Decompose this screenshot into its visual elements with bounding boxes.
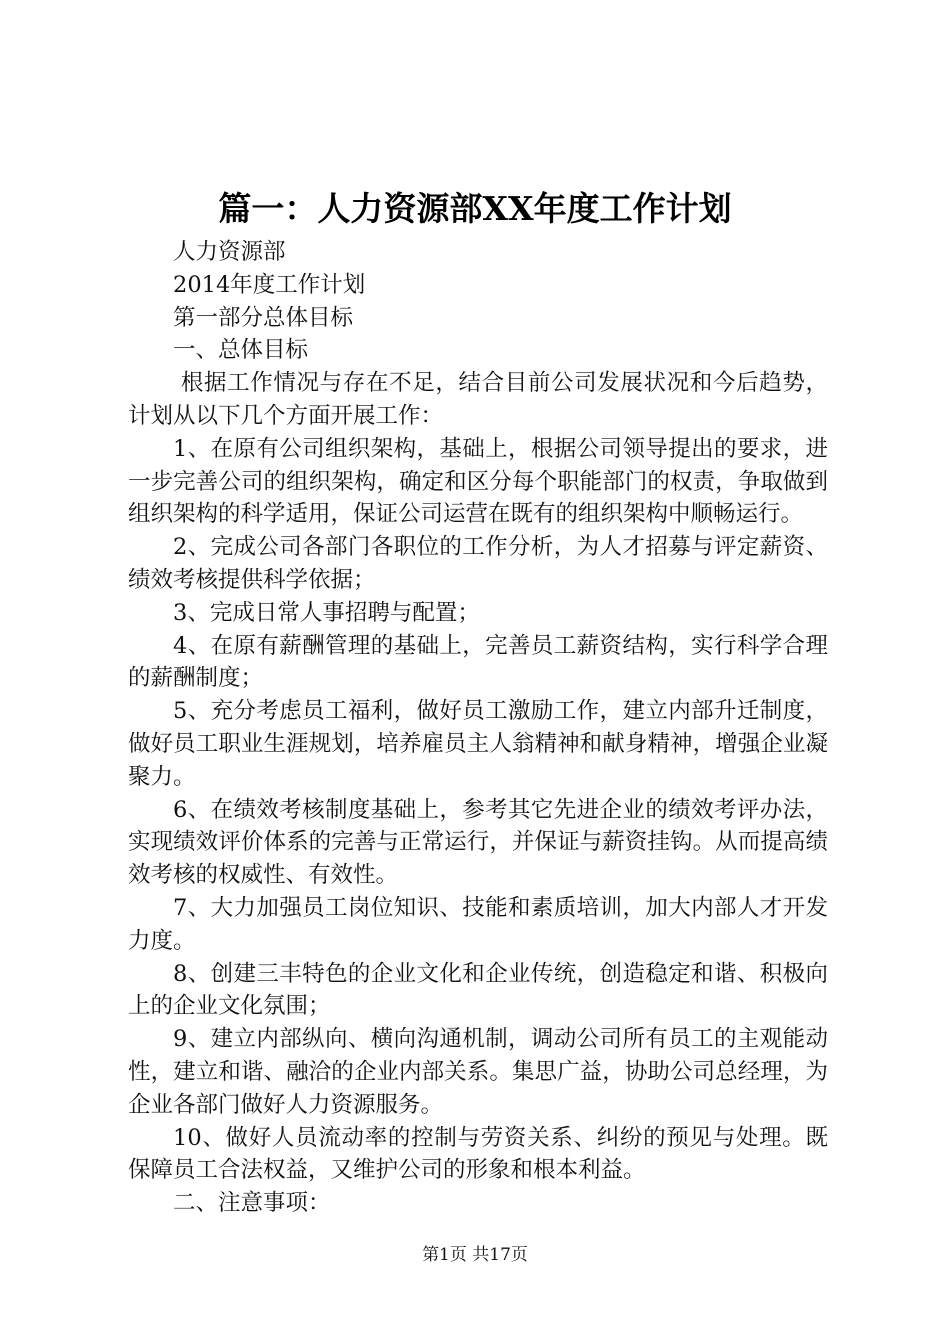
document-title: 篇一：人力资源部XX年度工作计划 <box>218 189 732 228</box>
paragraph-part-one-heading: 第一部分总体目标 <box>173 304 354 331</box>
paragraph-item-6: 6、在绩效考核制度基础上，参考其它先进企业的绩效考评办法，实现绩效评价体系的完善与正常运行，并保证与薪资挂钩。从而提高绩效考核的权威性、有效性。 <box>128 796 828 889</box>
document-body <box>128 236 828 1220</box>
paragraph-item-2: 2、完成公司各部门各职位的工作分析，为人才招募与评定薪资、绩效考核提供科学依据； <box>128 534 828 593</box>
paragraph-item-4: 4、在原有薪酬管理的基础上，完善员工薪资结构，实行科学合理的薪酬制度； <box>128 632 828 692</box>
paragraph-section-two-heading: 二、注意事项： <box>173 1190 331 1217</box>
paragraph-item-9: 9、建立内部纵向、横向沟通机制，调动公司所有员工的主观能动性，建立和谐、融洽的企业内部关系。集思广益，协助公司总经理，为企业各部门做好人力资源服务。 <box>128 1026 828 1118</box>
paragraph-item-8: 8、创建三丰特色的企业文化和企业传统，创造稳定和谐、积极向上的企业文化氛围； <box>128 960 828 1020</box>
paragraph-item-7: 7、大力加强员工岗位知识、技能和素质培训，加大内部人才开发力度。 <box>128 894 828 954</box>
paragraph-item-5: 5、充分考虑员工福利，做好员工激励工作，建立内部升迁制度，做好员工职业生涯规划，培养雇员主人翁精神和献身精神，增强企业凝聚力。 <box>128 698 828 790</box>
paragraph-section-one-heading: 一、总体目标 <box>173 337 309 364</box>
paragraph-plan-year: 2014年度工作计划 <box>173 271 366 298</box>
paragraph-item-3: 3、完成日常人事招聘与配置； <box>173 599 480 626</box>
paragraph-department: 人力资源部 <box>173 239 286 265</box>
paragraph-intro: 根据工作情况与存在不足，结合目前公司发展状况和今后趋势，计划从以下几个方面开展工作： <box>128 370 828 429</box>
page-footer: 第1页 共17页 <box>422 1245 528 1265</box>
paragraph-item-10: 10、做好人员流动率的控制与劳资关系、纠纷的预见与处理。既保障员工合法权益，又维护公司的形象和根本利益。 <box>128 1124 828 1184</box>
paragraph-item-1: 1、在原有公司组织架构，基础上，根据公司领导提出的要求，进一步完善公司的组织架构，确定和区分每个职能部门的权责，争取做到组织架构的科学适用，保证公司运营在既有的组织架构中顺畅运行。 <box>128 435 828 528</box>
